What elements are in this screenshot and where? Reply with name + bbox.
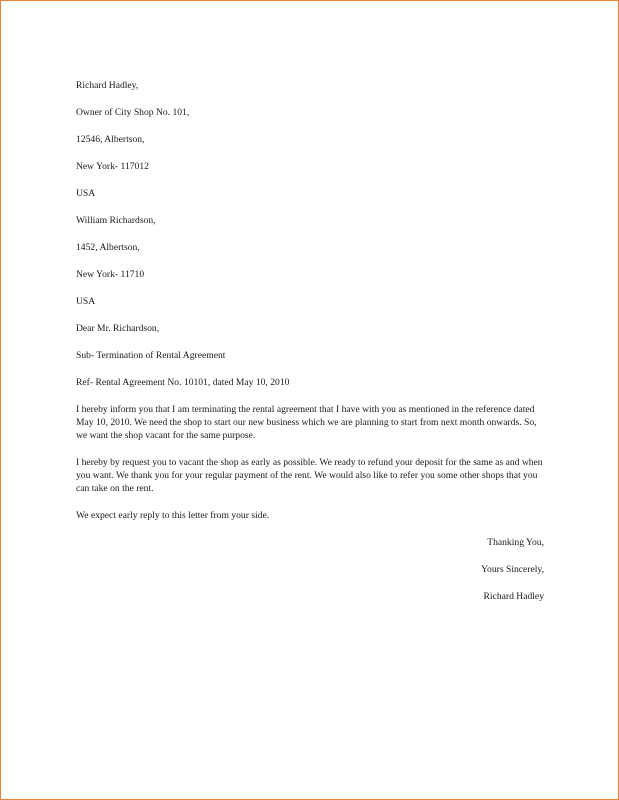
sender-street: 12546, Albertson, xyxy=(76,134,145,145)
salutation: Dear Mr. Richardson, xyxy=(76,323,160,334)
recipient-name: William Richardson, xyxy=(76,215,156,226)
body-paragraph-1: I hereby inform you that I am terminating the rental agreement that I have with you as mentioned in the reference dated May 10, 2010. We need the shop to start our new business which we are planning to start from next month onwards. So, we want the shop vacant for the same purpose. xyxy=(76,404,537,441)
body-paragraph-3: We expect early reply to this letter from your side. xyxy=(76,510,270,521)
subject-line: Sub- Termination of Rental Agreement xyxy=(76,350,226,361)
sender-title: Owner of City Shop No. 101, xyxy=(76,107,190,118)
recipient-street: 1452, Albertson, xyxy=(76,242,140,253)
recipient-country: USA xyxy=(76,296,96,307)
sender-city: New York- 117012 xyxy=(76,161,149,172)
signature-name: Richard Hadley xyxy=(483,591,544,602)
recipient-city: New York- 11710 xyxy=(76,269,145,280)
closing-sign-off: Yours Sincerely, xyxy=(481,564,544,575)
sender-name: Richard Hadley, xyxy=(76,80,139,91)
closing-thanks: Thanking You, xyxy=(487,537,544,548)
body-paragraph-2: I hereby by request you to vacant the shop as early as possible. We ready to refund your deposit for the same as and when you want. We thank you for your regular payment of the rent. We would also like to refer you some other shops that you can take on the rent. xyxy=(76,457,543,494)
letter-document xyxy=(76,79,556,617)
reference-line: Ref- Rental Agreement No. 10101, dated May 10, 2010 xyxy=(76,377,290,388)
sender-country: USA xyxy=(76,188,96,199)
